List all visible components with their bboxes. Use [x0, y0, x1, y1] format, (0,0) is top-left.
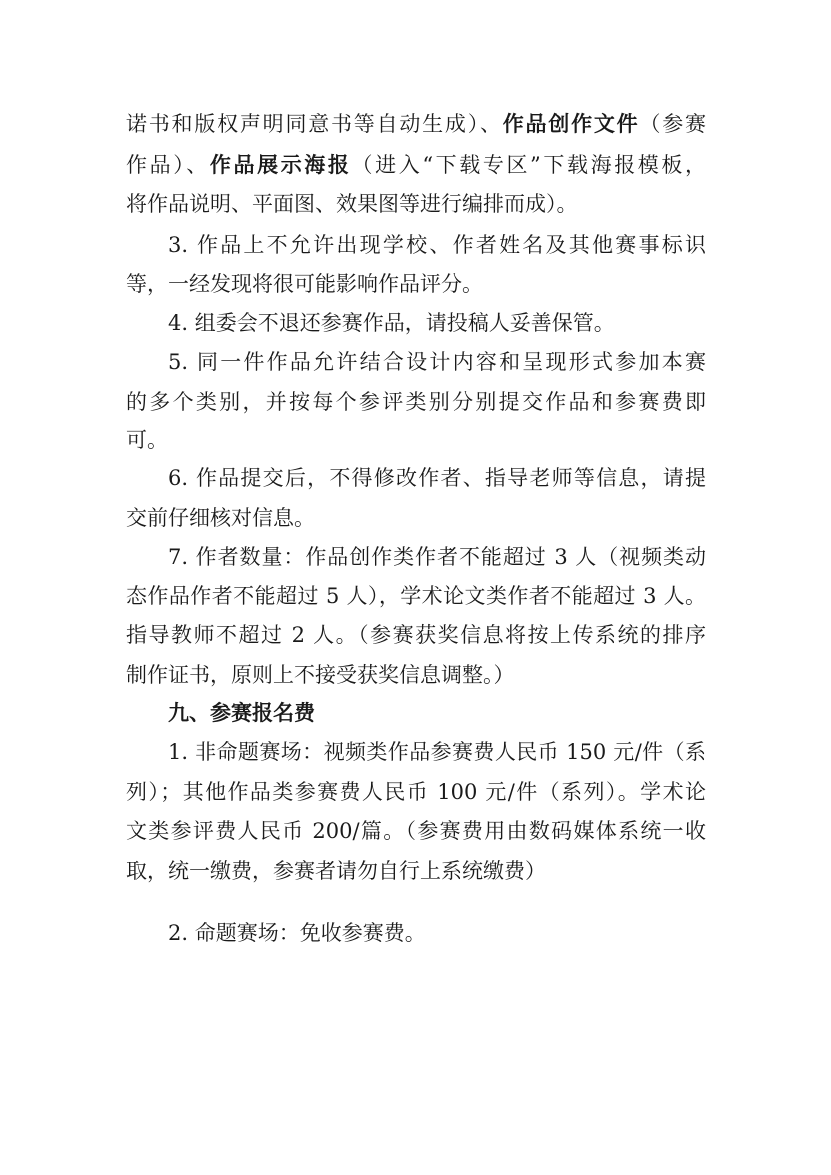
- item-7-line-4: 制作证书，原则上不接受获奖信息调整。）: [126, 663, 515, 687]
- fee-1-line-3: 文类参评费人民币 200/篇。（参赛费用由数码媒体系统一收: [126, 819, 706, 843]
- text-run: （进入“下载专区”下载海报模板，: [351, 153, 706, 177]
- item-5-line-1: 5. 同一件作品允许结合设计内容和呈现形式参加本赛: [168, 350, 706, 374]
- text-run: 作品）、: [126, 153, 210, 177]
- fee-1-line-4: 取，统一缴费，参赛者请勿自行上系统缴费）: [126, 859, 546, 883]
- item-7-line-2: 态作品作者不能超过 5 人），学术论文类作者不能超过 3 人。: [126, 584, 706, 608]
- paragraph-line: [126, 150, 706, 180]
- text-run: 诺书和版权声明同意书等自动生成）、: [126, 112, 503, 136]
- text-run: （参赛: [639, 112, 706, 136]
- fee-2-line-1: 2. 命题赛场：免收参赛费。: [168, 921, 426, 945]
- fee-1-line-1: 1. 非命题赛场：视频类作品参赛费人民币 150 元/件（系: [168, 740, 706, 764]
- bold-term-poster: 作品展示海报: [209, 152, 352, 177]
- paragraph-line: [126, 109, 706, 139]
- item-6-line-2: 交前仔细核对信息。: [126, 506, 315, 530]
- fee-1-line-2: 列）；其他作品类参赛费人民币 100 元/件（系列）。学术论: [126, 780, 706, 804]
- bold-term-creation-file: 作品创作文件: [502, 111, 640, 136]
- item-3-line-2: 等，一经发现将很可能影响作品评分。: [126, 272, 483, 296]
- item-4-line-1: 4. 组委会不退还参赛作品，请投稿人妥善保管。: [168, 311, 615, 335]
- paragraph-line: 将作品说明、平面图、效果图等进行编排而成）。: [126, 192, 578, 216]
- item-3-line-1: 3. 作品上不允许出现学校、作者姓名及其他赛事标识: [168, 233, 706, 257]
- item-6-line-1: 6. 作品提交后，不得修改作者、指导老师等信息，请提: [168, 466, 706, 490]
- section-heading: 九、参赛报名费: [168, 700, 315, 725]
- item-5-line-2: 的多个类别，并按每个参评类别分别提交作品和参赛费即: [126, 390, 706, 414]
- item-7-line-1: 7. 作者数量：作品创作类作者不能超过 3 人（视频类动: [168, 545, 706, 569]
- item-7-line-3: 指导教师不超过 2 人。（参赛获奖信息将按上传系统的排序: [126, 623, 706, 647]
- item-5-line-3: 可。: [126, 428, 168, 452]
